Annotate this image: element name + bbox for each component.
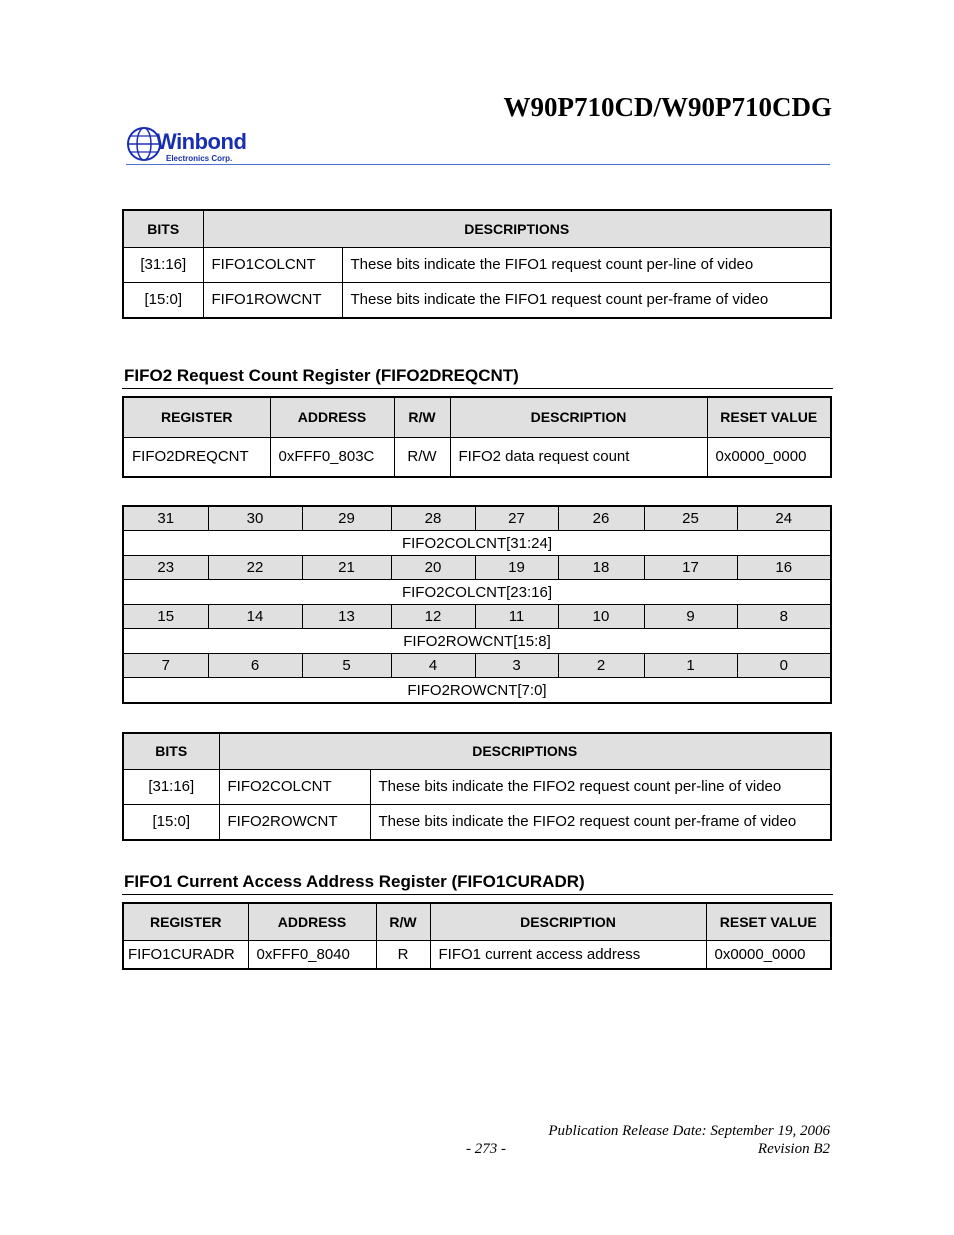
fifo2-bits-table xyxy=(122,732,832,841)
table-row xyxy=(123,437,831,477)
description-cell: These bits indicate the FIFO1 request count per-line of video xyxy=(342,247,831,282)
col-header-register: REGISTER xyxy=(123,903,248,940)
col-header-bits: BITS xyxy=(123,210,203,247)
rw-cell: R xyxy=(376,940,430,969)
bits-cell: [31:16] xyxy=(123,247,203,282)
section-title-fifo1curadr: FIFO1 Current Access Address Register (FIFO1CURADR) xyxy=(124,872,585,891)
fifo1curadr-register-table xyxy=(122,902,832,970)
col-header-descriptions: DESCRIPTIONS xyxy=(219,733,831,769)
bit-field-cell: FIFO2COLCNT[23:16] xyxy=(123,580,831,605)
fifo2-register-table xyxy=(122,396,832,478)
bits-cell: [31:16] xyxy=(123,769,219,804)
bit-number-cell: 21 xyxy=(302,556,391,580)
bit-number-cell: 9 xyxy=(644,605,737,629)
table-row xyxy=(123,247,831,282)
bit-number-cell: 12 xyxy=(391,605,475,629)
bit-number-cell: 0 xyxy=(737,654,831,678)
logo-brand: Winbond xyxy=(156,129,247,154)
fifo2-bit-layout-table xyxy=(122,505,832,704)
description-cell: FIFO1 current access address xyxy=(430,940,706,969)
bit-field-row xyxy=(123,531,831,556)
fifo1-bits-table xyxy=(122,209,832,319)
bit-number-cell: 25 xyxy=(644,506,737,531)
bit-number-cell: 7 xyxy=(123,654,208,678)
col-header-reset-value: RESET VALUE xyxy=(706,903,831,940)
bit-number-cell: 27 xyxy=(475,506,558,531)
col-header-description: DESCRIPTION xyxy=(430,903,706,940)
bit-number-cell: 28 xyxy=(391,506,475,531)
bit-number-row xyxy=(123,506,831,531)
bit-number-row xyxy=(123,654,831,678)
bit-number-cell: 13 xyxy=(302,605,391,629)
bit-number-row xyxy=(123,556,831,580)
address-cell: 0xFFF0_8040 xyxy=(248,940,376,969)
bit-field-cell: FIFO2ROWCNT[7:0] xyxy=(123,678,831,704)
publication-release-date: Publication Release Date: September 19, 2006 xyxy=(548,1123,830,1139)
reset-value-cell: 0x0000_0000 xyxy=(707,437,831,477)
field-name-cell: FIFO1COLCNT xyxy=(203,247,342,282)
table-row xyxy=(123,769,831,804)
bit-field-row xyxy=(123,580,831,605)
bit-number-cell: 26 xyxy=(558,506,644,531)
section-rule xyxy=(122,388,833,389)
description-cell: These bits indicate the FIFO1 request count per-frame of video xyxy=(342,282,831,318)
bit-number-cell: 30 xyxy=(208,506,302,531)
bit-number-cell: 24 xyxy=(737,506,831,531)
register-cell: FIFO2DREQCNT xyxy=(123,437,270,477)
revision: Revision B2 xyxy=(757,1141,830,1157)
field-name-cell: FIFO2ROWCNT xyxy=(219,804,370,840)
bit-number-cell: 11 xyxy=(475,605,558,629)
address-cell: 0xFFF0_803C xyxy=(270,437,394,477)
bit-number-row xyxy=(123,605,831,629)
table-row xyxy=(123,282,831,318)
bit-number-cell: 17 xyxy=(644,556,737,580)
col-header-descriptions: DESCRIPTIONS xyxy=(203,210,831,247)
col-header-address: ADDRESS xyxy=(248,903,376,940)
field-name-cell: FIFO1ROWCNT xyxy=(203,282,342,318)
section-title-fifo2dreqcnt: FIFO2 Request Count Register (FIFO2DREQCNT) xyxy=(124,366,519,385)
description-cell: These bits indicate the FIFO2 request count per-line of video xyxy=(370,769,831,804)
bit-number-cell: 29 xyxy=(302,506,391,531)
field-name-cell: FIFO2COLCNT xyxy=(219,769,370,804)
bit-number-cell: 4 xyxy=(391,654,475,678)
register-cell: FIFO1CURADR xyxy=(123,940,248,969)
bit-number-cell: 8 xyxy=(737,605,831,629)
bit-field-cell: FIFO2ROWCNT[15:8] xyxy=(123,629,831,654)
winbond-logo xyxy=(126,126,256,166)
bit-number-cell: 14 xyxy=(208,605,302,629)
col-header-rw: R/W xyxy=(376,903,430,940)
col-header-address: ADDRESS xyxy=(270,397,394,437)
table-row xyxy=(123,940,831,969)
bit-field-row xyxy=(123,678,831,704)
bit-number-cell: 6 xyxy=(208,654,302,678)
col-header-register: REGISTER xyxy=(123,397,270,437)
bit-number-cell: 1 xyxy=(644,654,737,678)
logo-subtitle: Electronics Corp. xyxy=(166,154,233,163)
bits-cell: [15:0] xyxy=(123,804,219,840)
document-title: W90P710CD/W90P710CDG xyxy=(503,92,832,122)
bit-number-cell: 19 xyxy=(475,556,558,580)
bit-number-cell: 18 xyxy=(558,556,644,580)
bit-number-cell: 20 xyxy=(391,556,475,580)
reset-value-cell: 0x0000_0000 xyxy=(706,940,831,969)
col-header-reset-value: RESET VALUE xyxy=(707,397,831,437)
description-cell: FIFO2 data request count xyxy=(450,437,707,477)
bit-number-cell: 31 xyxy=(123,506,208,531)
page-number: - 273 - xyxy=(466,1141,506,1157)
description-cell: These bits indicate the FIFO2 request count per-frame of video xyxy=(370,804,831,840)
bit-field-row xyxy=(123,629,831,654)
rw-cell: R/W xyxy=(394,437,450,477)
header-rule xyxy=(126,164,830,165)
bit-number-cell: 15 xyxy=(123,605,208,629)
bit-number-cell: 22 xyxy=(208,556,302,580)
bit-number-cell: 3 xyxy=(475,654,558,678)
col-header-bits: BITS xyxy=(123,733,219,769)
bit-number-cell: 16 xyxy=(737,556,831,580)
bit-number-cell: 10 xyxy=(558,605,644,629)
section-rule xyxy=(122,894,833,895)
bit-field-cell: FIFO2COLCNT[31:24] xyxy=(123,531,831,556)
col-header-description: DESCRIPTION xyxy=(450,397,707,437)
bits-cell: [15:0] xyxy=(123,282,203,318)
table-row xyxy=(123,804,831,840)
bit-number-cell: 2 xyxy=(558,654,644,678)
bit-number-cell: 5 xyxy=(302,654,391,678)
col-header-rw: R/W xyxy=(394,397,450,437)
bit-number-cell: 23 xyxy=(123,556,208,580)
